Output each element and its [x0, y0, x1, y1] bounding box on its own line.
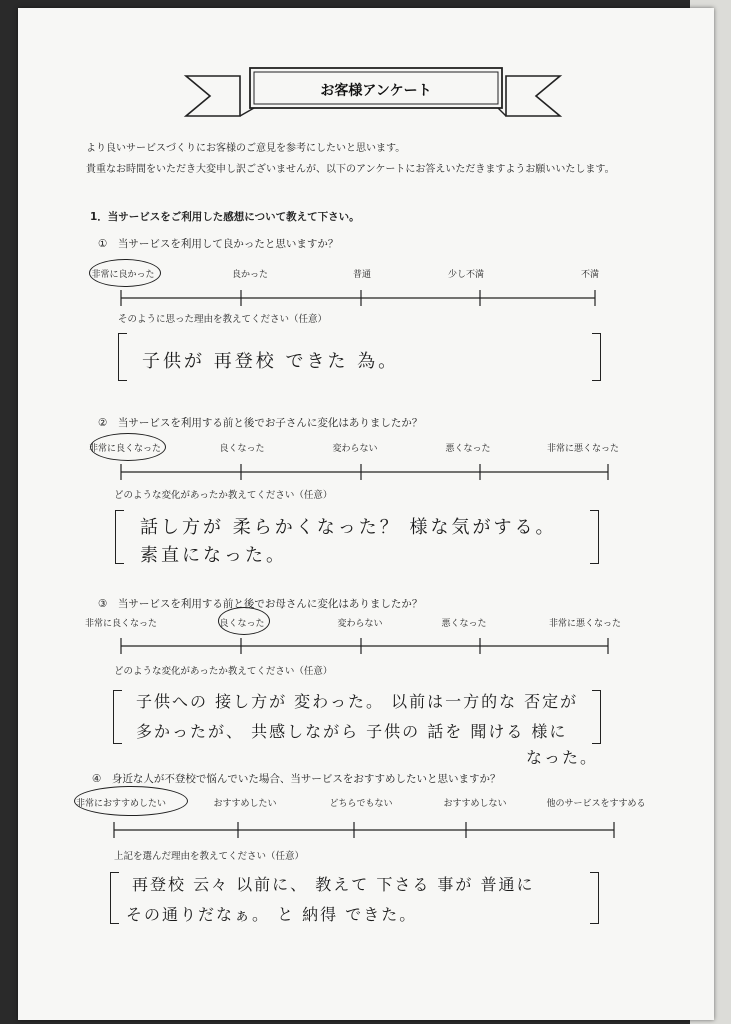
q2-answer-bracket-right — [590, 510, 599, 564]
q1-scale-line — [18, 288, 714, 308]
q1-option-3[interactable]: 普通 — [352, 270, 372, 280]
q3-option-4[interactable]: 悪くなった — [441, 619, 487, 629]
q3-option-3[interactable]: 変わらない — [337, 619, 383, 629]
q2-option-3[interactable]: 変わらない — [332, 444, 378, 454]
q2-answer-line-1[interactable]: 話し方が 柔らかくなった？ 様な気がする。 — [140, 517, 557, 538]
q3-answer-bracket-left — [113, 690, 122, 744]
q3-answer-bracket-right — [592, 690, 601, 744]
q4-option-2[interactable]: おすすめしたい — [213, 799, 277, 809]
q2-option-2[interactable]: 良くなった — [219, 444, 265, 454]
q2-option-1[interactable]: 非常に良くなった — [88, 444, 162, 454]
q1-answer-bracket-right — [592, 333, 601, 381]
q3-answer-line-1[interactable]: 子供への 接し方が 変わった。 以前は一方的な 否定が — [136, 692, 579, 711]
intro-line-1: より良いサービスづくりにお客様のご意見を参考にしたいと思います。 — [86, 143, 406, 154]
q2-selected-circle — [90, 433, 166, 461]
q4-scale-line — [18, 820, 714, 840]
intro-line-2: 貴重なお時間をいただき大変申し訳ございませんが、以下のアンケートにお答えいただきますようお願いいたします。 — [86, 164, 615, 175]
q4-answer-line-1[interactable]: 再登校 云々 以前に、 教えて 下さる 事が 普通に — [132, 875, 535, 894]
q1-selected-circle — [89, 259, 161, 287]
q1-question: ① 当サービスを利用して良かったと思いますか？ — [98, 238, 339, 250]
q3-option-1[interactable]: 非常に良くなった — [84, 619, 158, 629]
title-ribbon — [18, 8, 714, 128]
q4-question: ④ 身近な人が不登校で悩んでいた場合、当サービスをおすすめしたいと思いますか？ — [92, 773, 501, 785]
survey-title: お客様アンケート — [320, 83, 432, 99]
q1-answer-text[interactable]: 子供が 再登校 できた 為。 — [142, 351, 400, 372]
q4-answer-bracket-right — [590, 872, 599, 924]
q3-selected-circle — [218, 607, 270, 635]
q3-option-5[interactable]: 非常に悪くなった — [548, 619, 622, 629]
survey-sheet — [18, 8, 714, 1020]
q1-option-4[interactable]: 少し不満 — [447, 270, 485, 280]
q2-option-4[interactable]: 悪くなった — [445, 444, 491, 454]
q2-answer-line-2[interactable]: 素直になった。 — [140, 545, 287, 566]
q4-option-3[interactable]: どちらでもない — [329, 799, 393, 809]
section-heading: 1．当サービスをご利用した感想について教えて下さい。 — [90, 211, 360, 223]
q4-answer-line-2[interactable]: その通りだなぁ。 と 納得 できた。 — [126, 905, 418, 924]
q1-option-5[interactable]: 不満 — [580, 270, 600, 280]
q4-selected-circle — [74, 786, 188, 816]
q2-reason-label: どのような変化があったか教えてください（任意） — [114, 490, 333, 501]
q3-answer-line-2[interactable]: 多かったが、 共感しながら 子供の 話を 聞ける 様に — [136, 722, 568, 741]
q4-option-4[interactable]: おすすめしない — [443, 799, 507, 809]
q3-question: ③ 当サービスを利用する前と後でお母さんに変化はありましたか？ — [98, 598, 423, 610]
q4-answer-bracket-left — [110, 872, 119, 924]
q2-question: ② 当サービスを利用する前と後でお子さんに変化はありましたか？ — [98, 417, 423, 429]
q2-scale-line — [18, 462, 714, 482]
q2-answer-bracket-left — [115, 510, 124, 564]
q3-scale-line — [18, 636, 714, 656]
q3-reason-label: どのような変化があったか教えてください（任意） — [114, 666, 333, 677]
q4-option-1[interactable]: 非常におすすめしたい — [75, 799, 167, 809]
q4-reason-label: 上記を選んだ理由を教えてください（任意） — [114, 851, 305, 862]
q1-reason-label: そのように思った理由を教えてください（任意） — [118, 314, 328, 325]
q1-option-2[interactable]: 良かった — [231, 270, 269, 280]
q3-answer-line-3[interactable]: なった。 — [526, 748, 599, 767]
q2-option-5[interactable]: 非常に悪くなった — [546, 444, 620, 454]
q1-option-1[interactable]: 非常に良かった — [91, 270, 155, 280]
q1-answer-bracket-left — [118, 333, 127, 381]
q4-option-5[interactable]: 他のサービスをすすめる — [546, 799, 646, 809]
q3-option-2[interactable]: 良くなった — [219, 619, 265, 629]
